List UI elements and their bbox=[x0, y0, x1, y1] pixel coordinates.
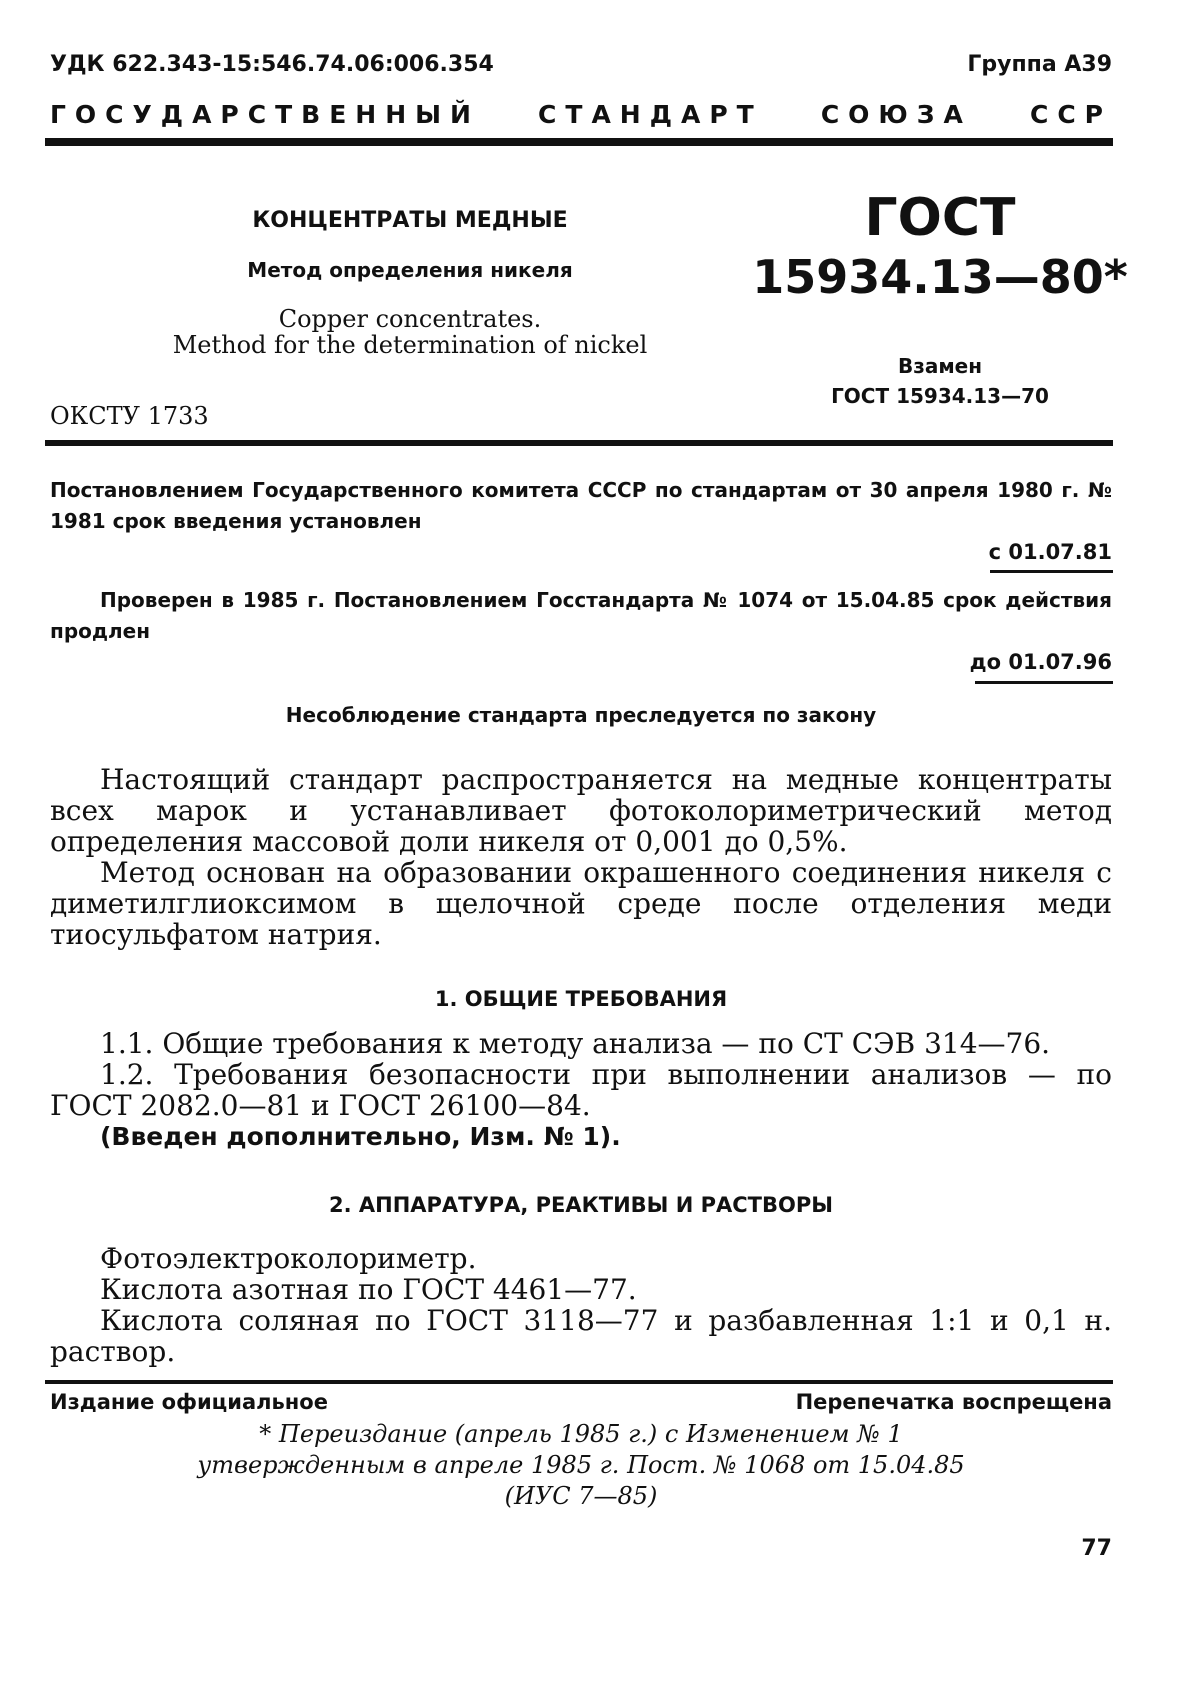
title-en-line2: Method for the determination of nickel bbox=[172, 331, 648, 359]
decree-date: с 01.07.81 bbox=[988, 540, 1112, 564]
section-2-item-2: Кислота азотная по ГОСТ 4461—77. bbox=[100, 1273, 637, 1306]
decree-text: Постановлением Государственного комитета СССР по стандартам от 30 апреля 1980 г. № 1981 срок введения установлен bbox=[50, 478, 1112, 533]
banner-word-3: СОЮЗА bbox=[820, 100, 972, 129]
replaces-label: Взамен bbox=[897, 354, 983, 378]
checked-date: до 01.07.96 bbox=[969, 650, 1112, 674]
reprint-prohibited: Перепечатка воспрещена bbox=[795, 1390, 1112, 1414]
footer-rule bbox=[45, 1380, 1113, 1384]
checked-date-rule bbox=[975, 681, 1113, 684]
title-en bbox=[130, 306, 690, 358]
header-rule bbox=[45, 138, 1113, 146]
intro-paragraph-1: Настоящий стандарт распространяется на медные концентраты всех марок и устанавливает фотоколориметрический метод определения массовой доли никеля от 0,001 до 0,5%. bbox=[50, 763, 1112, 858]
section-2-item-3: Кислота соляная по ГОСТ 3118—77 и разбавленная 1:1 и 0,1 н. раствор. bbox=[50, 1304, 1112, 1368]
banner-word-4: ССР bbox=[1029, 100, 1112, 129]
reissue-line-2: утвержденным в апреле 1985 г. Пост. № 1068 от 15.04.85 bbox=[197, 1451, 965, 1479]
gost-number: 15934.13—80* bbox=[752, 250, 1128, 304]
udk-code: УДК 622.343-15:546.74.06:006.354 bbox=[50, 52, 494, 77]
section-2-heading: 2. АППАРАТУРА, РЕАКТИВЫ И РАСТВОРЫ bbox=[328, 1193, 834, 1217]
section-1-item-2: 1.2. Требования безопасности при выполнении анализов — по ГОСТ 2082.0—81 и ГОСТ 26100—84. bbox=[50, 1058, 1112, 1122]
title-ru: КОНЦЕНТРАТЫ МЕДНЫЕ bbox=[252, 208, 568, 233]
title-en-line1: Copper concentrates. bbox=[278, 305, 542, 333]
banner-word-1: ГОСУДАРСТВЕННЫЙ bbox=[50, 100, 480, 129]
section-1-item-1: 1.1. Общие требования к методу анализа — по СТ СЭВ 314—76. bbox=[100, 1027, 1051, 1060]
section-1-note: (Введен дополнительно, Изм. № 1). bbox=[100, 1122, 621, 1151]
state-standard-banner bbox=[50, 100, 1112, 129]
checked-text: Проверен в 1985 г. Постановлением Госстандарта № 1074 от 15.04.85 срок действия продлен bbox=[50, 588, 1112, 643]
group-code: Группа А39 bbox=[967, 52, 1112, 77]
page-number: 77 bbox=[1081, 1536, 1112, 1561]
intro-paragraph-2: Метод основан на образовании окрашенного соединения никеля с диметилглиоксимом в щелочной среде после отделения меди тиосульфатом натрия. bbox=[50, 856, 1112, 951]
replaces-number: ГОСТ 15934.13—70 bbox=[831, 384, 1049, 408]
title-rule bbox=[45, 440, 1113, 446]
section-1-heading: 1. ОБЩИЕ ТРЕБОВАНИЯ bbox=[434, 987, 728, 1011]
section-2-item-1: Фотоэлектроколориметр. bbox=[100, 1242, 477, 1275]
law-warning: Несоблюдение стандарта преследуется по закону bbox=[285, 703, 877, 727]
subtitle-ru: Метод определения никеля bbox=[247, 258, 573, 282]
banner-word-2: СТАНДАРТ bbox=[538, 100, 763, 129]
official-edition: Издание официальное bbox=[50, 1390, 328, 1414]
reissue-line-3: (ИУС 7—85) bbox=[504, 1482, 658, 1510]
gost-label: ГОСТ bbox=[864, 188, 1016, 248]
okstu-code: ОКСТУ 1733 bbox=[50, 402, 209, 430]
decree-date-rule bbox=[990, 570, 1113, 573]
reissue-line-1: * Переиздание (апрель 1985 г.) с Изменением № 1 bbox=[259, 1420, 903, 1448]
